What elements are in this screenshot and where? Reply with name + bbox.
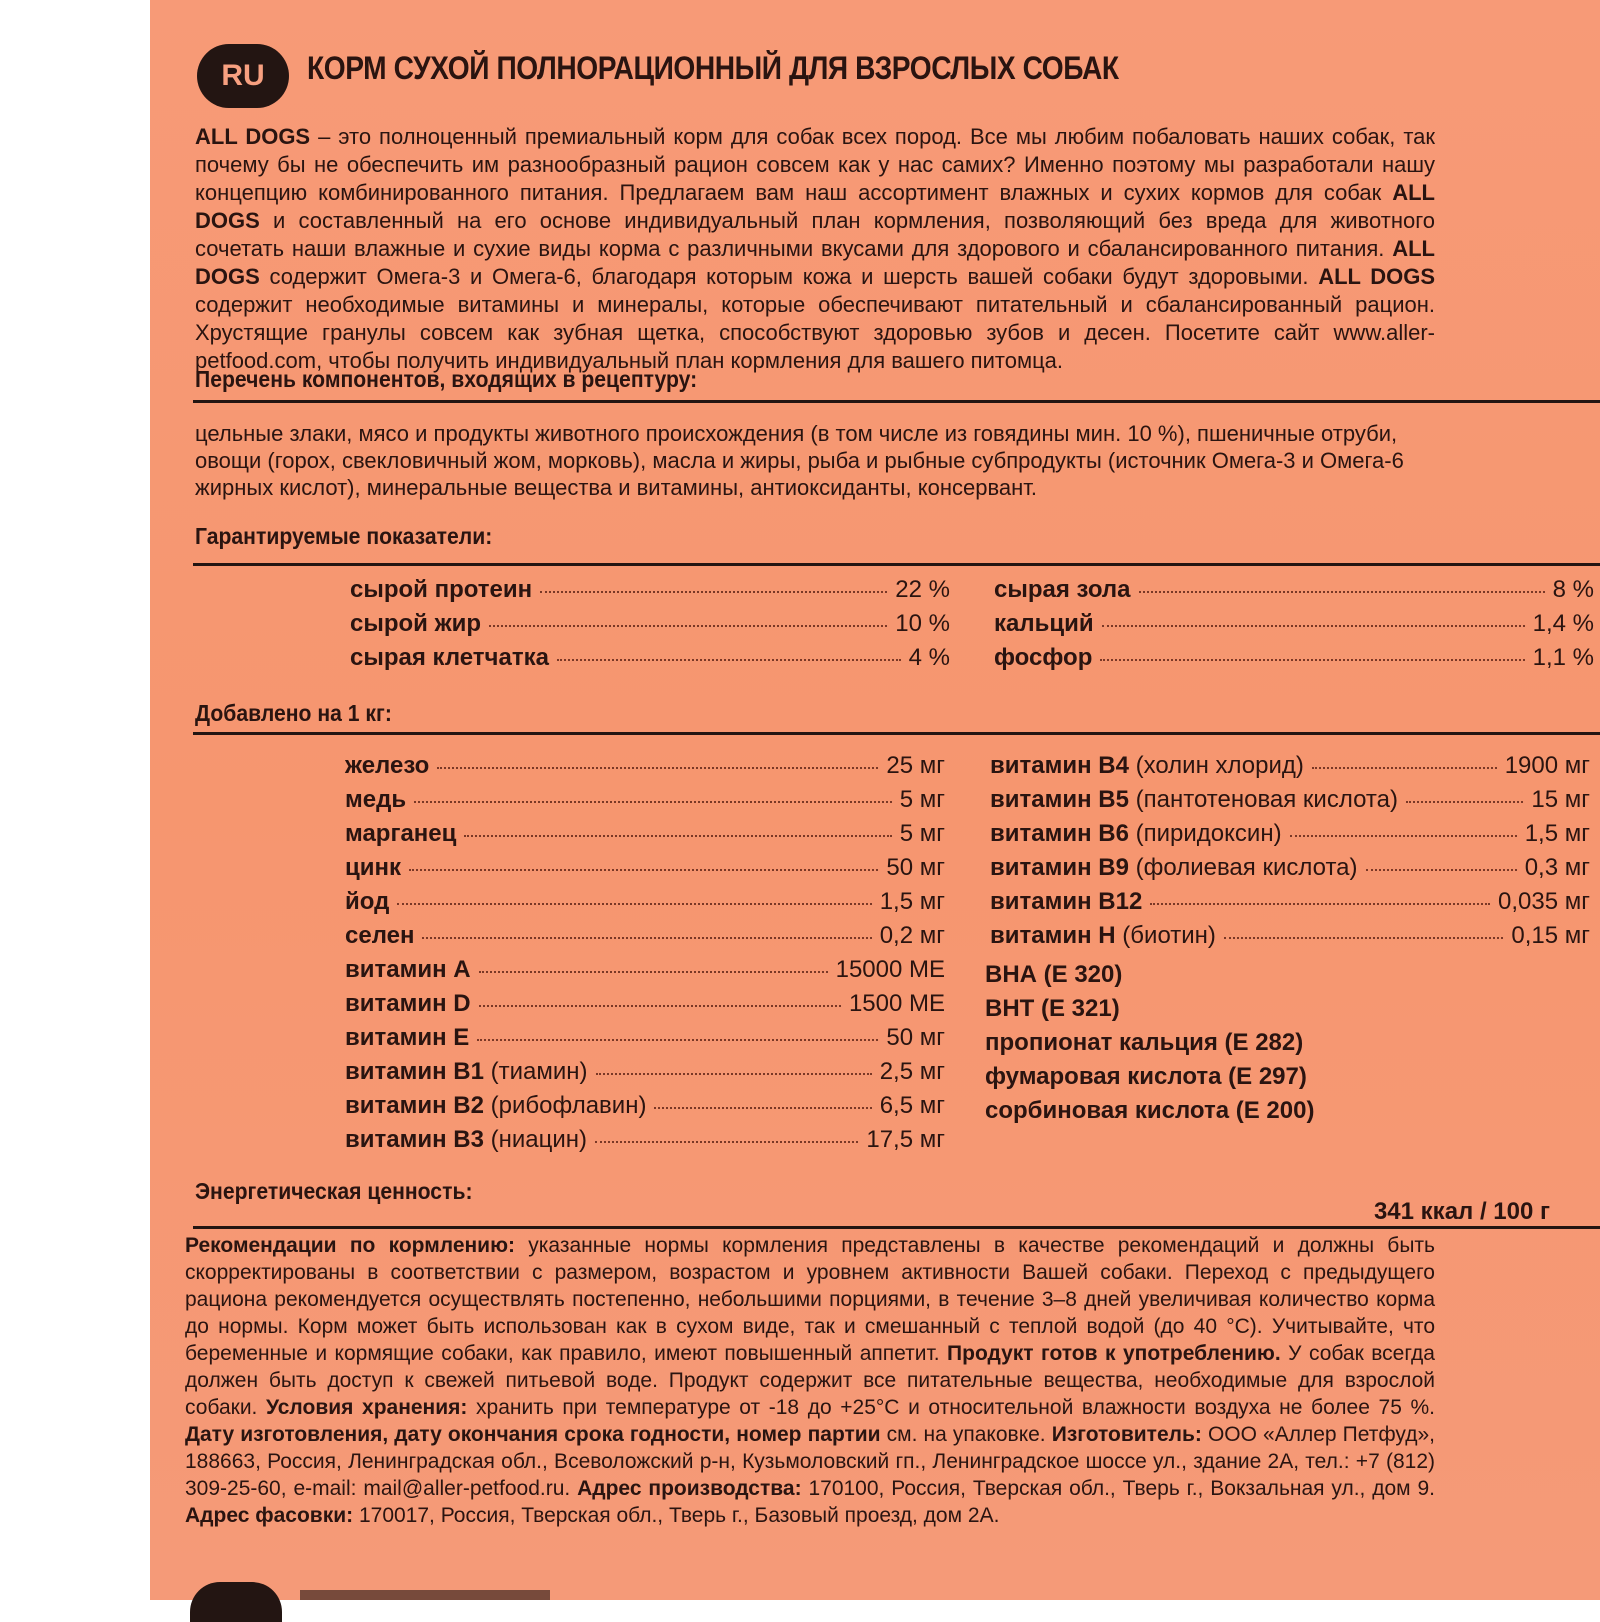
nutrient-value: 22 % [895,576,950,603]
brand-name: ALL DOGS [195,236,1435,289]
nutrient-label: витамин В5 [990,786,1129,813]
nutrient-label: витамин Н [990,922,1116,949]
section-divider [193,563,1600,566]
nutrient-value: 15 мг [1531,786,1590,813]
dot-leader [654,1107,871,1109]
dot-leader [479,971,828,973]
storage-text: хранить при температуре от -18 до +25°С и относительной влажности воздуха не более 75 %. [467,1396,1436,1419]
nutrient-row [345,854,945,888]
intro-paragraph [195,123,1435,375]
nutrient-label: сырая зола [994,576,1131,603]
nutrient-value: 6,5 мг [879,1092,945,1119]
brand-name: ALL DOGS [195,180,1435,233]
additive-item: ВНТ (Е 321) [985,995,1120,1022]
nutrient-name [345,888,389,916]
nutrient-name [990,922,1216,950]
manufacturer-text: ООО «Аллер Петфуд», 188663, Россия, Ленинградская обл., Всеволожский р-н, Кузьмоловский гп., Ленинградское шоссе ул., здание 2А, тел.: +7 (812) 309-25-60, e-mail: mail@aller-petfood.ru. [185,1423,1435,1500]
dates-text: см. на упаковке. [880,1423,1052,1446]
nutrient-row [350,644,950,678]
nutrient-name [990,888,1142,916]
nutrient-row [990,820,1590,854]
language-badge: RU [197,44,289,108]
additive-item: фумаровая кислота (Е 297) [985,1063,1307,1090]
dot-leader [1139,591,1545,593]
nutrient-label: витамин В9 [990,854,1129,881]
nutrient-row [990,922,1590,956]
nutrient-name [350,644,549,672]
dot-leader [1102,625,1525,627]
nutrient-value: 1,1 % [1532,644,1594,671]
nutrient-name [994,610,1094,638]
next-section-title-fragment [300,1590,550,1600]
feeding-label: Рекомендации по кормлению: [185,1234,516,1257]
nutrient-row [345,1126,945,1160]
nutrient-note: (биотин) [1115,922,1216,949]
nutrient-label: кальций [994,610,1094,637]
dot-leader [477,1039,878,1041]
nutrient-label: витамин В4 [990,752,1129,779]
nutrient-label: сырой протеин [350,576,533,603]
added-list-right [990,752,1590,956]
nutrient-note: (тиамин) [483,1058,588,1085]
nutrient-value: 5 мг [899,820,945,847]
nutrient-name [350,610,481,638]
nutrient-value: 1500 МЕ [848,990,945,1017]
nutrient-name [994,576,1131,604]
nutrient-name [345,1126,587,1154]
nutrient-name [345,1024,469,1052]
nutrient-label: витамин Е [345,1024,470,1051]
nutrient-label: витамин В3 [345,1126,484,1153]
dot-leader [397,903,871,905]
nutrient-label: витамин D [345,990,471,1017]
energy-heading: Энергетическая ценность: [195,1178,473,1204]
nutrient-note: (пантотеновая кислота) [1128,786,1398,813]
nutrient-value: 0,3 мг [1524,854,1590,881]
dot-leader [489,625,887,627]
nutrient-row [345,922,945,956]
dot-leader [1224,937,1503,939]
dot-leader [595,1141,858,1143]
dot-leader [1100,659,1524,661]
nutrient-value: 25 мг [886,752,945,779]
nutrient-label: витамин В1 [345,1058,484,1085]
nutrient-row [345,752,945,786]
dot-leader [479,1005,841,1007]
nutrient-note: (рибофлавин) [483,1092,647,1119]
nutrient-row [994,610,1594,644]
added-heading: Добавлено на 1 кг: [195,700,392,726]
nutrient-row [994,644,1594,678]
nutrient-name [345,820,456,848]
nutrient-label: сырой жир [350,610,482,637]
nutrient-row [990,786,1590,820]
section-divider [193,400,1600,403]
nutrient-name [345,990,471,1018]
dot-leader [414,801,892,803]
nutrient-label: йод [345,888,390,915]
nutrient-name [990,854,1358,882]
nutrient-row [350,610,950,644]
nutrient-name [350,576,532,604]
nutrient-label: медь [345,786,407,813]
nutrient-value: 50 мг [886,854,945,881]
nutrient-value: 0,15 мг [1511,922,1590,949]
nutrient-name [345,752,429,780]
additive-item: ВНА (Е 320) [985,961,1123,988]
dot-leader [1312,767,1497,769]
nutrient-value: 1,4 % [1532,610,1594,637]
guaranteed-list-left [350,576,950,678]
nutrient-row [345,990,945,1024]
guaranteed-heading: Гарантируемые показатели: [195,523,493,549]
nutrient-row [345,888,945,922]
production-address-label: Адрес производства: [577,1477,802,1500]
dot-leader [1290,835,1517,837]
dot-leader [464,835,891,837]
dot-leader [422,937,871,939]
nutrient-row [345,1024,945,1058]
nutrient-note: (фолиевая кислота) [1128,854,1358,881]
dot-leader [1366,869,1517,871]
nutrient-row [990,854,1590,888]
nutrient-label: фосфор [994,644,1093,671]
intro-text-2: и составленный на его основе индивидуальный план кормления, позволяющий без вреда для животного сочетать наши влажные и сухие виды корма с различными вкусами для здорового и сбалансированного питания. [195,208,1435,261]
nutrient-name [345,786,406,814]
nutrient-name [345,1092,646,1120]
nutrient-label: цинк [345,854,402,881]
nutrient-note: (пиридоксин) [1128,820,1282,847]
nutrient-name [994,644,1092,672]
nutrient-row [990,752,1590,786]
nutrient-name [990,820,1282,848]
nutrient-label: железо [345,752,430,779]
nutrient-name [345,922,414,950]
guaranteed-list-right [994,576,1594,678]
energy-value: 341 ккал / 100 г [1373,1198,1550,1225]
nutrient-name [990,786,1398,814]
nutrient-label: витамин В2 [345,1092,484,1119]
nutrient-note: (ниацин) [483,1126,588,1153]
storage-label: Условия хранения: [266,1396,468,1419]
dates-label: Дату изготовления, дату окончания срока годности, номер партии [185,1423,881,1446]
additive-item: пропионат кальция (Е 282) [985,1029,1304,1056]
additive-item: сорбиновая кислота (Е 200) [985,1097,1315,1124]
nutrient-row [345,956,945,990]
nutrient-value: 17,5 мг [866,1126,945,1153]
packing-address-text: 170017, Россия, Тверская обл., Тверь г., Базовый проезд, дом 2А. [353,1504,1000,1527]
section-divider [193,1226,1600,1229]
page-title: КОРМ СУХОЙ ПОЛНОРАЦИОННЫЙ ДЛЯ ВЗРОСЛЫХ СОБАК [307,50,1119,86]
manufacturer-label: Изготовитель: [1051,1423,1202,1446]
dot-leader [557,659,901,661]
nutrient-value: 1900 мг [1504,752,1590,779]
added-list-left [345,752,945,1160]
nutrient-label: селен [345,922,415,949]
nutrient-row [345,820,945,854]
ingredients-heading: Перечень компонентов, входящих в рецептуру: [195,366,698,392]
next-section-badge [190,1582,282,1622]
nutrient-row [345,786,945,820]
nutrient-row [350,576,950,610]
nutrient-row [994,576,1594,610]
dot-leader [409,869,878,871]
brand-name: ALL DOGS [1318,264,1436,289]
nutrient-value: 1,5 мг [1524,820,1590,847]
feeding-recommendations [185,1232,1435,1529]
ready-label: Продукт готов к употреблению. [947,1342,1281,1365]
intro-text-4: содержит необходимые витамины и минералы, которые обеспечивают питательный и сбалансированный рацион. Хрустящие гранулы совсем как зубная щетка, способствуют здоровью зубов и десен. Посетите сайт www.aller-petfood.com, чтобы получить индивидуальный план кормления для вашего питомца. [195,292,1435,373]
nutrient-value: 2,5 мг [879,1058,945,1085]
nutrient-label: витамин В6 [990,820,1129,847]
nutrient-value: 1,5 мг [879,888,945,915]
production-address-text: 170100, Россия, Тверская обл., Тверь г., Вокзальная ул., дом 9. [801,1477,1435,1500]
nutrient-label: сырая клетчатка [350,644,549,671]
brand-name: ALL DOGS [195,124,311,149]
section-divider [193,732,1600,735]
dot-leader [540,591,887,593]
water-text: У собак всегда должен быть доступ к свежей питьевой воде. Продукт содержит все питательные вещества, необходимые для взрослой собаки. [185,1342,1435,1419]
nutrient-value: 15000 МЕ [835,956,945,983]
additives-list [985,958,1385,1128]
nutrient-row [345,1092,945,1126]
nutrient-name [345,1058,588,1086]
nutrient-value: 10 % [895,610,950,637]
nutrient-name [345,854,401,882]
nutrient-value: 5 мг [899,786,945,813]
dot-leader [1150,903,1490,905]
nutrient-value: 50 мг [886,1024,945,1051]
packing-address-label: Адрес фасовки: [185,1504,354,1527]
nutrient-name [990,752,1304,780]
nutrient-value: 4 % [908,644,950,671]
nutrient-value: 8 % [1552,576,1594,603]
nutrient-row [345,1058,945,1092]
nutrient-value: 0,2 мг [879,922,945,949]
nutrient-value: 0,035 мг [1498,888,1590,915]
dot-leader [596,1073,872,1075]
intro-text-3: содержит Омега-3 и Омега-6, благодаря которым кожа и шерсть вашей собаки будут здоровыми. [259,264,1319,289]
ingredients-text: цельные злаки, мясо и продукты животного происхождения (в том числе из говядины мин. 10 %), пшеничные отруби, овощи (горох, свекловичный жом, морковь), масла и жиры, рыба и рыбные субпродукты (источник Омега-3 и Омега-6 жирных кислот), минеральные вещества и витамины, антиоксиданты, консервант. [195,421,1404,500]
dot-leader [437,767,878,769]
nutrient-label: витамин В12 [990,888,1143,915]
feeding-text: указанные нормы кормления представлены в качестве рекомендаций и должны быть скорректированы в соответствии с размером, возрастом и уровнем активности Вашей собаки. Переход с предыдущего рациона рекомендуется осуществлять постепенно, небольшими порциями, в течение 3–8 дней увеличивая количество корма до нормы. Корм может быть использован как в сухом виде, так и смешанный с теплой водой (до 40 °С). Учитывайте, что беременные и кормящие собаки, как правило, имеют повышенный аппетит. [185,1234,1435,1365]
nutrient-name [345,956,471,984]
nutrient-row [990,888,1590,922]
nutrient-label: витамин А [345,956,471,983]
nutrient-label: марганец [345,820,457,847]
nutrient-note: (холин хлорид) [1128,752,1304,779]
intro-text-1: – это полноценный премиальный корм для собак всех пород. Все мы любим побаловать наших собак, так почему бы не обеспечить им разнообразный рацион совсем как у нас самих? Именно поэтому мы разработали нашу концепцию комбинированного питания. Предлагаем вам наш ассортимент влажных и сухих кормов для собак [195,124,1436,205]
dot-leader [1406,801,1523,803]
